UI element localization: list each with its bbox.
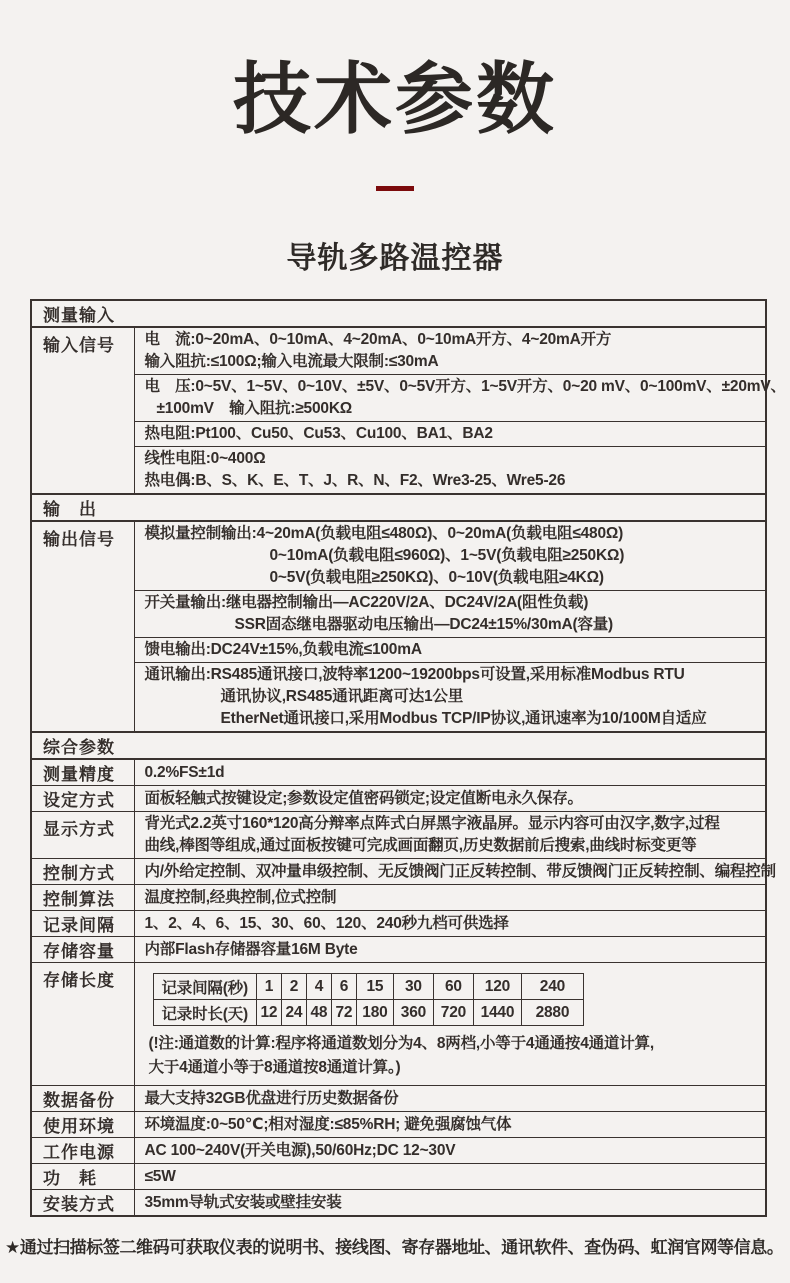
section-row-output xyxy=(31,494,766,521)
row-output-switch xyxy=(31,591,766,638)
row-output-feed xyxy=(31,638,766,663)
spec-text: 电 流:0~20mA、0~10mA、4~20mA、0~10mA开方、4~20mA开方 xyxy=(144,331,612,348)
row-label: 输出信号 xyxy=(31,521,134,732)
row-label: 工作电源 xyxy=(31,1138,134,1164)
title-accent-dash xyxy=(376,186,414,191)
storage-cell: 4 xyxy=(306,974,331,1000)
row-value xyxy=(134,859,776,885)
row-value xyxy=(134,1190,766,1217)
row-label: 存储容量 xyxy=(31,937,134,963)
spec-text: (!注:通道数的计算:程序将通道数划分为4、8两档,小等于4通通按4通道计算, xyxy=(148,1035,654,1052)
input-rtd-cell xyxy=(134,422,766,447)
storage-interval-row xyxy=(153,974,583,1000)
storage-cell: 120 xyxy=(473,974,521,1000)
spec-text: 开关量输出:继电器控制输出—AC220V/2A、DC24V/2A(阻性负载) xyxy=(144,594,589,611)
spec-text: 通讯输出:RS485通讯接口,波特率1200~19200bps可设置,采用标准Modbus RTU xyxy=(144,666,685,683)
row-label: 安装方式 xyxy=(31,1190,134,1217)
row-interval xyxy=(31,911,766,937)
spec-text: 大于4通道小等于8通道按8通道计算。) xyxy=(148,1059,401,1076)
spec-text: 温度控制,经典控制,位式控制 xyxy=(144,888,337,906)
output-feed-cell xyxy=(134,638,766,663)
row-algorithm xyxy=(31,885,766,911)
row-backup xyxy=(31,1086,766,1112)
output-comm-cell xyxy=(134,663,766,733)
storage-duration-row xyxy=(153,1000,583,1026)
section-row-measure-input xyxy=(31,300,766,327)
spec-text: 35mm导轨式安装或壁挂安装 xyxy=(144,1193,342,1211)
spec-text: 内/外给定控制、双冲量串级控制、无反馈阀门正反转控制、带反馈阀门正反转控制、编程控制 xyxy=(144,862,776,880)
section-header: 输 出 xyxy=(31,494,766,521)
spec-text: 最大支持32GB优盘进行历史数据备份 xyxy=(144,1089,399,1107)
spec-text: ≤5W xyxy=(144,1167,176,1185)
row-storage-length xyxy=(31,963,766,1086)
spec-text: 电 压:0~5V、1~5V、0~10V、±5V、0~5V开方、1~5V开方、0~20 mV、0~100mV、±20mV、 xyxy=(144,378,786,395)
spec-text: 1、2、4、6、15、30、60、120、240秒九档可供选择 xyxy=(144,914,509,932)
row-value xyxy=(134,937,766,963)
row-input-linear-tc xyxy=(31,447,766,495)
section-header: 测量输入 xyxy=(31,300,766,327)
row-consumption xyxy=(31,1164,766,1190)
row-value xyxy=(134,911,766,937)
storage-cell: 180 xyxy=(356,1000,393,1026)
storage-cell: 15 xyxy=(356,974,393,1000)
spec-text: 0~5V(负载电阻≥250KΩ)、0~10V(负载电阻≥4KΩ) xyxy=(269,569,604,586)
storage-cell: 6 xyxy=(331,974,356,1000)
row-power xyxy=(31,1138,766,1164)
row-label: 控制算法 xyxy=(31,885,134,911)
spec-text: 0.2%FS±1d xyxy=(144,763,225,781)
input-voltage-cell xyxy=(134,375,786,422)
spec-text: 环境温度:0~50℃;相对湿度:≤85%RH; 避免强腐蚀气体 xyxy=(144,1115,512,1133)
storage-cell: 240 xyxy=(521,974,583,1000)
input-linear-tc-cell xyxy=(134,447,766,495)
row-label: 测量精度 xyxy=(31,759,134,786)
storage-row-label: 记录时长(天) xyxy=(153,1000,256,1026)
spec-text: SSR固态继电器驱动电压输出—DC24±15%/30mA(容量) xyxy=(234,616,613,633)
row-value xyxy=(134,1138,766,1164)
storage-cell: 12 xyxy=(256,1000,281,1026)
row-installation xyxy=(31,1190,766,1217)
storage-cell: 1 xyxy=(256,974,281,1000)
storage-row-label: 记录间隔(秒) xyxy=(153,974,256,1000)
storage-cell: 48 xyxy=(306,1000,331,1026)
row-input-rtd xyxy=(31,422,766,447)
storage-length-table xyxy=(153,973,584,1026)
storage-cell: 60 xyxy=(433,974,473,1000)
storage-note xyxy=(149,1032,760,1080)
row-control xyxy=(31,859,766,885)
input-current-cell xyxy=(134,327,766,375)
row-label: 设定方式 xyxy=(31,786,134,812)
output-switch-cell xyxy=(134,591,766,638)
row-display xyxy=(31,812,766,859)
page-subtitle: 导轨多路温控器 xyxy=(286,242,504,275)
row-label: 存储长度 xyxy=(31,963,134,1086)
spec-text: 模拟量控制输出:4~20mA(负载电阻≤480Ω)、0~20mA(负载电阻≤480Ω) xyxy=(144,525,624,542)
spec-table xyxy=(30,299,786,1217)
row-output-analog xyxy=(31,521,766,591)
spec-text: 线性电阻:0~400Ω xyxy=(144,450,266,467)
row-label: 数据备份 xyxy=(31,1086,134,1112)
row-input-signal xyxy=(31,327,766,375)
output-analog-cell xyxy=(134,521,766,591)
storage-cell: 2 xyxy=(281,974,306,1000)
row-label: 功 耗 xyxy=(31,1164,134,1190)
spec-text: 热电偶:B、S、K、E、T、J、R、N、F2、Wre3-25、Wre5-26 xyxy=(144,472,566,489)
section-row-general xyxy=(31,732,766,759)
spec-text: 0~10mA(负载电阻≤960Ω)、1~5V(负载电阻≥250KΩ) xyxy=(269,547,625,564)
storage-cell: 24 xyxy=(281,1000,306,1026)
row-value xyxy=(134,885,766,911)
row-label: 控制方式 xyxy=(31,859,134,885)
storage-cell: 2880 xyxy=(521,1000,583,1026)
storage-cell: 30 xyxy=(393,974,433,1000)
spec-text: 热电阻:Pt100、Cu50、Cu53、Cu100、BA1、BA2 xyxy=(144,425,493,442)
page-title: 技术参数 xyxy=(232,55,557,143)
spec-text: EtherNet通讯接口,采用Modbus TCP/IP协议,通讯速率为10/100M自适应 xyxy=(220,710,707,727)
spec-text: ±100mV 输入阻抗:≥500KΩ xyxy=(156,400,353,417)
storage-cell: 720 xyxy=(433,1000,473,1026)
row-value xyxy=(134,1112,766,1138)
spec-text: 背光式2.2英寸160*120高分辩率点阵式白屏黑字液晶屏。显示内容可由汉字,数字,过程 xyxy=(144,815,720,832)
row-value xyxy=(134,812,766,859)
row-environment xyxy=(31,1112,766,1138)
row-output-comm xyxy=(31,663,766,733)
storage-cell: 1440 xyxy=(473,1000,521,1026)
footer-note: ★通过扫描标签二维码可获取仪表的说明书、接线图、寄存器地址、通讯软件、查伪码、虹润官网等信息。 xyxy=(5,1238,784,1257)
storage-cell: 72 xyxy=(331,1000,356,1026)
storage-cell: 360 xyxy=(393,1000,433,1026)
row-accuracy xyxy=(31,759,766,786)
row-label: 显示方式 xyxy=(31,812,134,859)
spec-text: 通讯协议,RS485通讯距离可达1公里 xyxy=(220,688,464,705)
storage-length-cell xyxy=(134,963,766,1086)
row-value xyxy=(134,1164,766,1190)
row-value xyxy=(134,759,766,786)
spec-text: 输入阻抗:≤100Ω;输入电流最大限制:≤30mA xyxy=(144,353,439,370)
spec-text: 内部Flash存储器容量16M Byte xyxy=(144,940,358,958)
row-capacity xyxy=(31,937,766,963)
row-label: 输入信号 xyxy=(31,327,134,494)
spec-text: 面板轻触式按键设定;参数设定值密码锁定;设定值断电永久保存。 xyxy=(144,789,583,807)
spec-text: 馈电输出:DC24V±15%,负载电流≤100mA xyxy=(144,641,422,658)
row-value xyxy=(134,786,766,812)
section-header: 综合参数 xyxy=(31,732,766,759)
row-label: 使用环境 xyxy=(31,1112,134,1138)
spec-text: AC 100~240V(开关电源),50/60Hz;DC 12~30V xyxy=(144,1141,456,1159)
row-input-voltage xyxy=(31,375,766,422)
row-setting xyxy=(31,786,766,812)
row-label: 记录间隔 xyxy=(31,911,134,937)
spec-text: 曲线,棒图等组成,通过面板按键可完成画面翻页,历史数据前后搜索,曲线时标变更等 xyxy=(144,837,697,854)
row-value xyxy=(134,1086,766,1112)
